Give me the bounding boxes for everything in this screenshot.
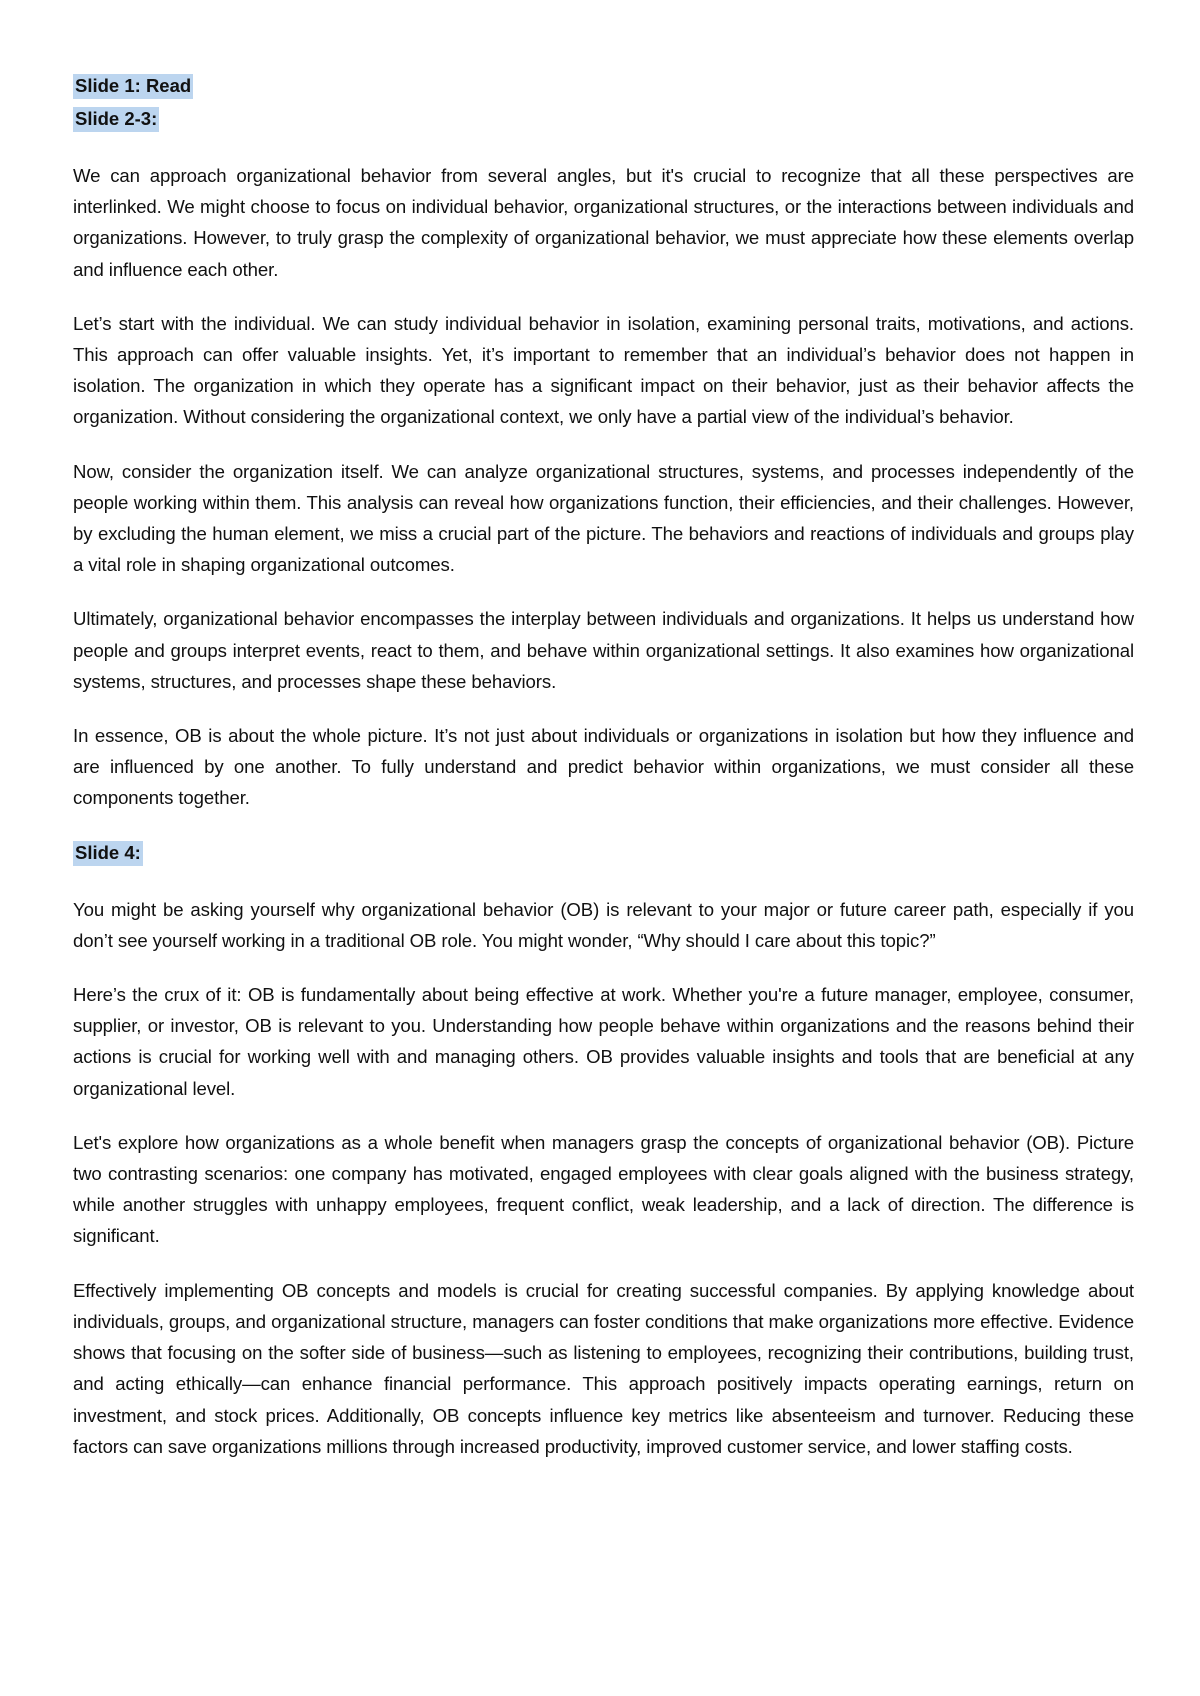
paragraph-overview: We can approach organizational behavior from several angles, but it's crucial to recognize that all these perspectives are interlinked. We might choose to focus on individual behavior, organizational structures, or the interactions between individuals and organizations. However, to truly grasp the complexity of organizational behavior, we must appreciate how these elements overlap and influence each other. <box>73 165 1134 280</box>
spacer <box>73 285 1134 308</box>
slide-2-3-heading-line <box>73 103 1134 136</box>
paragraph-individual: Let’s start with the individual. We can study individual behavior in isolation, examining personal traits, motivations, and actions. This approach can offer valuable insights. Yet, it’s important to remember that an individual’s behavior does not happen in isolation. The organization in which they operate has a significant impact on their behavior, just as their behavior affects the organization. Without considering the organizational context, we only have a partial view of the individual’s behavior. <box>73 312 1134 428</box>
slide-2-3-heading: Slide 2-3: <box>73 107 159 132</box>
slide-1-heading: Slide 1: Read <box>73 74 193 99</box>
spacer <box>73 697 1134 720</box>
slide-1-heading-line <box>73 70 1134 103</box>
paragraph-organization: Now, consider the organization itself. We can analyze organizational structures, systems, and processes independently of the people working within them. This analysis can reveal how organizations function, their efficiencies, and their challenges. However, by excluding the human element, we miss a crucial part of the picture. The behaviors and reactions of individuals and groups play a vital role in shaping organizational outcomes. <box>73 460 1134 576</box>
spacer <box>73 1104 1134 1127</box>
spacer <box>73 1252 1134 1275</box>
spacer <box>73 136 1134 160</box>
paragraph-implementation: Effectively implementing OB concepts and models is crucial for creating successful companies. By applying knowledge about individuals, groups, and organizational structure, managers can foster conditions that make organizations more effective. Evidence shows that focusing on the softer side of business—such as listening to employees, recognizing their contributions, building trust, and acting ethically—can enhance financial performance. This approach positively impacts operating earnings, return on investment, and stock prices. Additionally, OB concepts influence key metrics like absenteeism and turnover. Reducing these factors can save organizations millions through increased productivity, improved customer service, and lower staffing costs. <box>73 1279 1134 1457</box>
slide-4-heading-line <box>73 837 1134 870</box>
paragraph-relevance: You might be asking yourself why organizational behavior (OB) is relevant to your major or future career path, especially if you don’t see yourself working in a traditional OB role. You might wonder, “Why should I care about this topic?” <box>73 898 1134 951</box>
paragraph-interplay: Ultimately, organizational behavior encompasses the interplay between individuals and organizations. It helps us understand how people and groups interpret events, react to them, and behave within organizational settings. It also examines how organizational systems, structures, and processes shape these behaviors. <box>73 608 1134 692</box>
paragraph-essence: In essence, OB is about the whole picture. It’s not just about individuals or organizations in isolation but how they influence and are influenced by one another. To fully understand and predict behavior within organizations, we must consider all these components together. <box>73 725 1134 809</box>
spacer <box>73 580 1134 603</box>
paragraph-crux: Here’s the crux of it: OB is fundamentally about being effective at work. Whether you're a future manager, employee, consumer, supplier, or investor, OB is relevant to you. Understanding how people behave within organizations and the reasons behind their actions is crucial for working well with and managing others. OB provides valuable insights and tools that are beneficial at any organizational level. <box>73 984 1134 1099</box>
paragraph-scenarios: Let's explore how organizations as a whole benefit when managers grasp the concepts of organizational behavior (OB). Picture two contrasting scenarios: one company has motivated, engaged employees with clear goals aligned with the business strategy, while another struggles with unhappy employees, frequent conflict, weak leadership, and a lack of direction. The difference is significant. <box>73 1131 1134 1247</box>
spacer <box>73 956 1134 979</box>
spacer <box>73 814 1134 837</box>
spacer <box>73 433 1134 456</box>
spacer <box>73 870 1134 894</box>
slide-4-heading: Slide 4: <box>73 841 143 866</box>
